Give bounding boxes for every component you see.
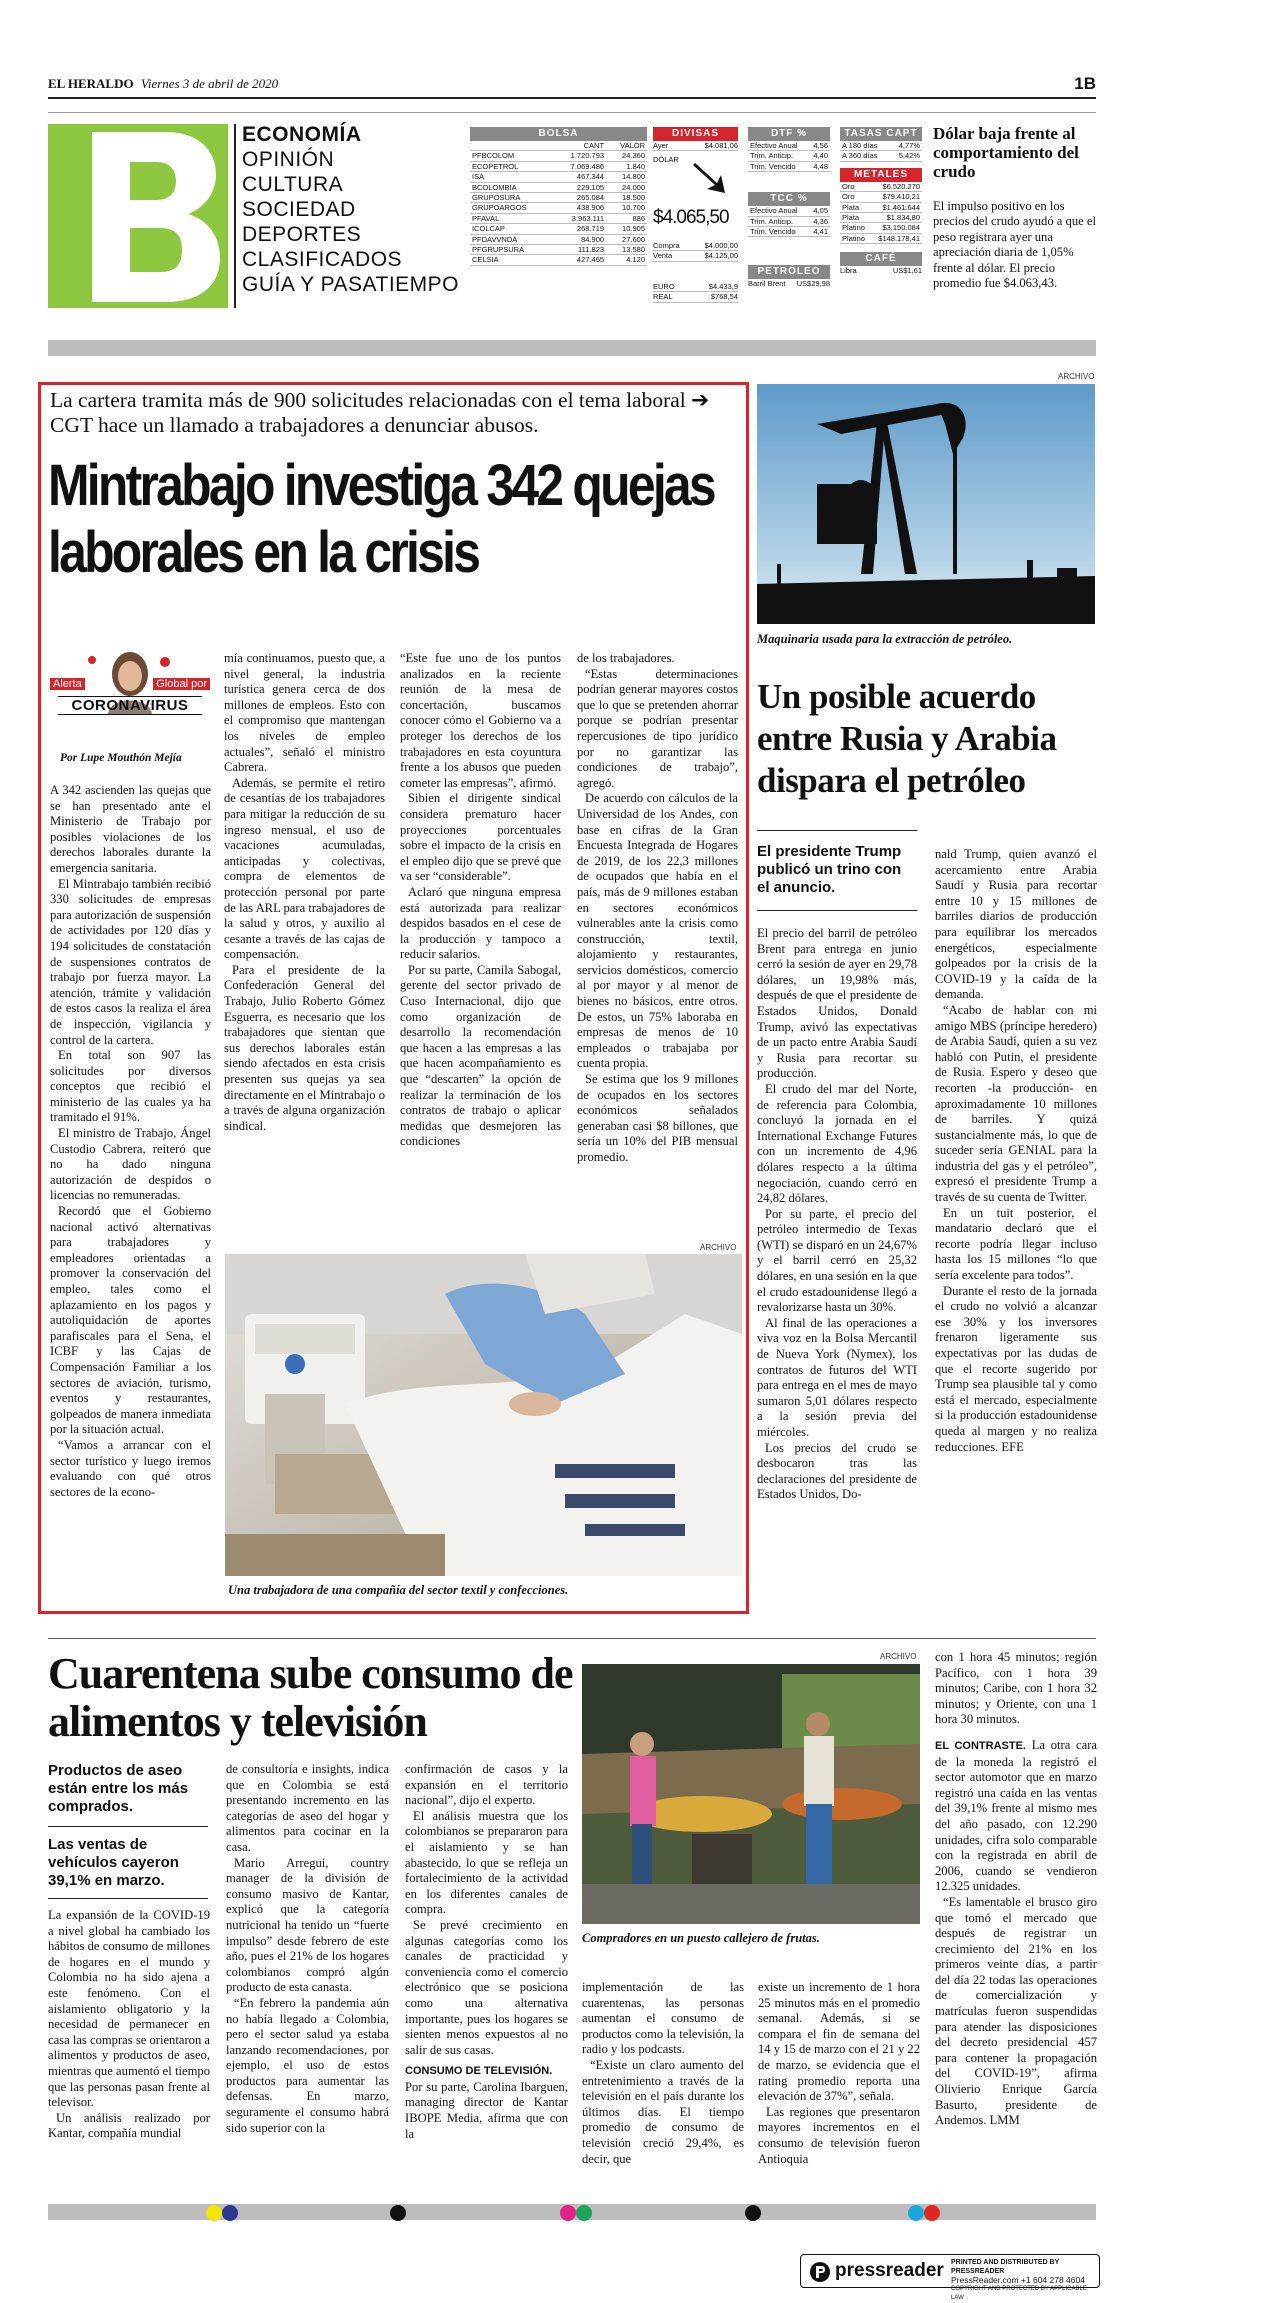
paragraph: Por su parte, Camila Sabogal, gerente del sector privado de Cuso Internacional, dijo que como organización de desarrollo la recomendación que hacen a las empresas a las que hacen acompañamiento es que “descarten” la opción de realizar la terminación de los contratos de trabajo o aplicar medidas que desmejoren las condiciones — [400, 962, 561, 1149]
pressreader-line-2[interactable]: PressReader.com +1 604 278 4604 — [951, 2275, 1085, 2285]
masthead-rule-thin — [48, 112, 1096, 113]
bolsa-row: GRUPOSURA 265.084 18.500 — [472, 193, 645, 203]
bolsa-row: CELSIA 427.465 4.120 — [472, 255, 645, 265]
dtf-title: DTF % — [748, 127, 830, 141]
main-col-4 — [577, 651, 738, 1166]
fruit-stand-photo-icon — [582, 1664, 920, 1924]
color-dot-black-1 — [390, 2205, 406, 2221]
section-guia[interactable]: GUÍA Y PASATIEMPO — [242, 273, 460, 296]
bolsa-row: GRUPOARGOS 438.906 10.700 — [472, 203, 645, 213]
bolsa-row: PFGRUPSURA 111.823 13.580 — [472, 245, 645, 255]
color-dot-magenta — [560, 2205, 576, 2221]
section-list — [242, 122, 462, 297]
cafe-title: CAFÉ — [840, 252, 922, 266]
metales-row: Platino $148.178,41 — [842, 233, 920, 243]
paragraph: Se estima que los 9 millones de ocupados en los sectores económicos señalados generaban casi $8 billones, que sería un 10% del PIB mensual promedio. — [577, 1072, 738, 1164]
section-economia[interactable]: ECONOMÍA — [242, 123, 362, 146]
paragraph: de los trabajadores. — [577, 651, 675, 665]
paragraph: El crudo del mar del Norte, de referencia para Colombia, concluyó la jornada en el International Exchange Futures con un incremento de 4,96 dólares respecto a la última negociación, cuando cerró en 24,82 dólares. — [757, 1081, 917, 1206]
paragraph: nald Trump, quien avanzó el acercamiento entre Arabia Saudí y Rusia para recortar entre 10 y 15 millones de barriles diarios de producción para equilibrar los mercados energéticos, especialmente golpeados por la crisis de la COVID-19 y la caída de la demanda. — [935, 847, 1097, 1002]
paragraph: Mario Arregui, country manager de la división de consumo masivo de Kantar, explicó que la categoría nutricional ha tenido un “fuerte impulso” desde febrero de este año, pues el 21% de los hogares colombianos compró algún producto de esta canasta. — [226, 1855, 389, 1995]
paragraph: El precio del barril de petróleo Brent para entrega en junio cerró la sesión de ayer en 29,78 dólares, un 19,98% más, después de que el presidente de Estados Unidos, Donald Trump, avivó las expectativas de un pacto entre Arabia Saudí y Rusia para recortar su producción. — [757, 926, 917, 1081]
paragraph: confirmación de casos y la expansión en el territorio nacional”, dijo el experto. — [405, 1762, 568, 1808]
paragraph: El Mintrabajo también recibió 330 solicitudes de empresas para autorización de suspensión de actividades por 120 días y 194 solicitudes de constatación de suspensiones contratos de trabajo por fuerza mayor. La atención, trámite y validación de estos casos la realiza el área de inspección, vigilancia y control de la cartera. — [50, 876, 211, 1047]
paragraph: En total son 907 las solicitudes por diversos conceptos que recibió el ministerio de las cuales ya ha tramitado el 91%. — [50, 1048, 211, 1125]
market-photo — [582, 1664, 920, 1924]
paragraph: La expansión de la COVID-19 a nivel global ha cambiado los hábitos de consumo de millones de hogares en el mundo y Colombia no ha sido ajena a este fenómeno. Con el aislamiento obligatorio y la necesidad de permanecer en casa las compras se orientaron a alimentos y productos de aseo, mientras que aumentó el tiempo que las personas pasan frente al televisor. — [48, 1908, 210, 2110]
bolsa-box — [470, 127, 647, 266]
pressreader-brand[interactable]: pressreader — [835, 2260, 944, 2281]
pressreader-line-3: COPYRIGHT AND PROTECTED BY APPLICABLE LAW — [951, 2286, 1087, 2301]
pressreader-line-1: PRINTED AND DISTRIBUTED BY PRESSREADER — [951, 2259, 1060, 2275]
paragraph: Un análisis realizado por Kantar, compañía mundial — [48, 2110, 210, 2141]
food-sub-television: CONSUMO DE TELEVISIÓN. — [405, 2065, 553, 2078]
paragraph: Además, se permite el retiro de cesantías de los trabajadores para mitigar la reducción de su ingreso mensual, el uso de vacaciones acumuladas, anticipadas y colectivas, compra de elementos de protección personal por parte de las ARL para trabajadores de la salud y otros, y auxilio al cesante a través de las cajas de compensación. — [224, 775, 385, 962]
tcc-title: TCC % — [748, 192, 830, 206]
down-arrow-icon — [691, 159, 731, 195]
paragraph: “Estas determinaciones podrían generar mayores costos que lo que se pretenden ahorrar porque se podrían presentar repercusiones de tipo jurídico por no garantizar las condiciones de trabajo”, agregó. — [577, 666, 738, 790]
paragraph: Sibien el dirigente sindical considera prematuro hacer proyecciones porcentuales sobre el impacto de la crisis en el empleo dijo que se prevé que va ser “considerable”. — [400, 791, 561, 884]
main-col-3 — [400, 651, 561, 1150]
coronavirus-badge — [50, 652, 210, 722]
page-number: 1B — [1074, 74, 1096, 93]
divisas-title: DIVISAS — [653, 127, 738, 141]
brief-body: El impulso positivo en los precios del crudo ayudó a que el peso registrara ayer una apreciación diaria de 1,05% frente al dólar. El precio promedio fue $4.063,43. — [933, 199, 1096, 291]
paragraph: mía continuamos, puesto que, a nivel general, la industria turística genera cerca de dos millones de empleos. Esto con el compromiso que mantengan los niveles de empleo actuales”, señaló el ministro Cabrera. — [224, 651, 385, 775]
food-col-2 — [226, 1762, 389, 2136]
section-clasificados[interactable]: CLASIFICADOS — [242, 248, 403, 271]
oil-deck: El presidente Trump publicó un trino con el anuncio. — [757, 843, 902, 896]
paragraph: Se prevé crecimiento en algunas categorías como los canales de practicidad y conveniencia como el comercio electrónico que se posiciona como una alternativa importante, pues los hogares se sienten menos expuestos al no salir de sus casas. — [405, 1917, 568, 2057]
paragraph: Recordó que el Gobierno nacional activó alternativas para trabajadores y empleadores orientadas a promover la conservación del empleo, tales como el aplazamiento en los pagos y autoliquidación de aportes parafiscales para el Sena, el ICBF y las Cajas de Compensación Familiar a los sectores de aviación, turismo, eventos y restaurantes, golpeados de manera inmediata por la situación actual. — [50, 1204, 211, 1437]
color-dot-yellow — [206, 2205, 222, 2221]
bolsa-row: ICOLCAP 268.719 10.905 — [472, 224, 645, 234]
metales-row: Oro $6.520.270 — [842, 181, 920, 191]
paragraph: implementación de las cuarentenas, las personas aumentan el consumo de productos como la televisión, la radio y los podcasts. — [582, 1980, 744, 2057]
oil-deck-rule-bottom — [757, 910, 917, 911]
paragraph: En un tuit posterior, el mandatario declaró que el recorte podría llegar incluso hasta los 15 millones “lo que sería excelente para todos”. — [935, 1205, 1097, 1283]
section-opinion[interactable]: OPINIÓN — [242, 148, 335, 171]
metales-row: Oro $79.410,21 — [842, 192, 920, 202]
brief-title: Dólar baja frente al comportamiento del crudo — [933, 124, 1079, 181]
paragraph: Las regiones que presentaron mayores incrementos en el consumo de televisión fueron Antioquia — [758, 2104, 920, 2166]
tasas-box: TASAS CAPT A 180 días 4,77% A 360 días 5,42% METALES Oro $6.520.270 Oro $79.410,21 Plata $1.461.644 Plata $1.834,80 Platino $3.150.084 Platino $148.178,41 CAFÉ Libra US$1,61 — [840, 128, 922, 276]
ayer-label: Ayer — [653, 141, 669, 150]
color-dot-green — [576, 2205, 592, 2221]
section-cultura[interactable]: CULTURA — [242, 173, 344, 196]
paragraph: Para el presidente de la Confederación General del Trabajo, Julio Roberto Gómez Esguerra, es necesario que los trabajadores que sientan que sus derechos laborales están siendo afectados en esta crisis presenten sus quejas ya sea directamente en el Mintrabajo o a través de alguna organización sindical. — [224, 962, 385, 1133]
pressreader-logo-icon — [809, 2261, 831, 2283]
badge-global: Global por — [153, 678, 210, 690]
paper-date: Viernes 3 de abril de 2020 — [140, 76, 279, 91]
color-dot-cyan — [908, 2205, 924, 2221]
bolsa-row: BCOLOMBIA 229.105 24.000 — [472, 182, 645, 192]
food-col-4 — [582, 1980, 744, 2167]
color-dot-black-2 — [745, 2205, 761, 2221]
masthead — [48, 76, 1096, 96]
pressreader-footer — [800, 2254, 1100, 2301]
textile-photo-caption: Una trabajadora de una compañía del sector textil y confecciones. — [228, 1583, 569, 1597]
food-deck-1: Productos de aseo están entre los más comprados. — [48, 1762, 189, 1815]
paragraph: Aclaró que ninguna empresa está autorizada para realizar despidos basados en el cese de la producción y tampoco a reducir salarios. — [400, 884, 561, 962]
badge-coronavirus: CORONAVIRUS — [58, 696, 202, 715]
main-col-2 — [224, 651, 385, 1134]
header-gray-bar — [48, 340, 1096, 356]
oil-col-2 — [935, 847, 1097, 1455]
oil-col-1 — [757, 926, 917, 1503]
paragraph: “En febrero la pandemia aún no había llegado a Colombia, pero el sector salud ya estaba lanzando recomendaciones, por ejemplo, el uso de estos productos para aumentar las defensas. En marzo, seguramente el consumo habrá sido superior con la — [226, 1995, 389, 2135]
mid-rule — [48, 1638, 1096, 1639]
food-col-6: con 1 hora 45 minutos; región Pacífico, con 1 hora 39 minutos; Caribe, con 1 hora 32 minutos; y Oriente, con una 1 hora 30 minutos. EL CONTRASTE. La otra cara de la moneda la registró el sector automotor que en marzo registró una caída en las ventas del 39,1% frente al mismo mes del año pasado, con 12.290 unidades, cifra solo comparable con la registrada en abril de 2006, cuando se vendieron 12.325 unidades. “Es lamentable el brusco giro que tomó el mercado que después de registrar un crecimiento del 21% en los primeros veinte días, a partir del día 22 todas las operaciones de comercialización y matrículas fueron suspendidas para atender las disposiciones del decreto presidencial 457 para contener la propagación del COVID-19”, afirma Olivierio Enrique García Basurto, presidente de Andemos. LMM — [935, 1650, 1098, 2128]
dolar-value: $4.065,50 — [653, 207, 729, 228]
main-kicker: La cartera tramita más de 900 solicitudes relacionadas con el tema laboral ➔ CGT hace un llamado a trabajadores a denunciar abusos. — [50, 388, 710, 437]
tasas-title: TASAS CAPT — [840, 127, 922, 141]
section-divider — [234, 124, 236, 308]
paragraph: De acuerdo con cálculos de la Universidad de los Andes, con base en cifras de la Gran Encuesta Integrada de Hogares de 2019, de los 22,3 millones de ocupados que había en el país, más de 9 millones estaban en sectores económicos vulnerables ante la crisis como construcción, textil, alojamiento y restaurantes, servicios domésticos, comercio al por mayor y al menor de bienes no básicos, entre otros. De estos, un 75% laboraba en empresas de menos de 10 empleados o trabajaba por cuenta propia. — [577, 791, 738, 1071]
masthead-rule — [48, 97, 1096, 99]
paragraph: Los precios del crudo se desbocaron tras las declaraciones del presidente de Estados Unidos, Do- — [757, 1440, 917, 1502]
section-deportes[interactable]: DEPORTES — [242, 223, 362, 246]
bolsa-table: CANT VALOR PFBCOLOM 1.720.793 24.360 ECOPETROL 7.069.486 1.840 ISA 467.344 14.800 BCOLOMBIA 229.105 24.000 GRUPOSURA 265.084 18.500 GRUPOARGOS 438.906 10.700 PFAVAL 3.963.111 886 ICOLCAP 268.719 10.905 PFDAVVNDA 84.900 27.600 PFGRUPSURA 111.823 13.580 CELSIA 427.465 4.120 — [472, 141, 645, 265]
section-sociedad[interactable]: SOCIEDAD — [242, 198, 356, 221]
food-deck-rule-2 — [48, 1898, 208, 1899]
bolsa-row: ECOPETROL 7.069.486 1.840 — [472, 161, 645, 171]
paragraph: Al final de las operaciones a viva voz en la Bolsa Mercantil de Nueva York (Nymex), los contratos de futuros del WTI para entrega en el mes de mayo sumaron 5,01 dólares respecto a la sesión previa del miércoles. — [757, 1315, 917, 1439]
section-block — [48, 124, 228, 308]
food-sub-contraste: EL CONTRASTE. — [935, 1739, 1026, 1752]
paragraph: El análisis muestra que los colombianos se prepararon para el aislamiento y se han abastecido, lo que se refleja un fortalecimiento de la actividad en los diferentes canales de compra. — [405, 1808, 568, 1917]
metales-title: METALES — [840, 168, 922, 182]
paragraph: existe un incremento de 1 hora 25 minutos más en el promedio semanal. Además, si se compara el fin de semana del 14 y 15 de marzo con el 21 y 22 de marzo, se evidencia que el rating promedio reporta una elevación de 37%”, señala. — [758, 1980, 920, 2104]
food-col-1 — [48, 1908, 210, 2142]
food-sub-television-text: Por su parte, Carolina Ibarguen, managing director de Kantar IBOPE Media, afirma que con la — [405, 2079, 568, 2141]
paragraph: El ministro de Trabajo, Ángel Custodio Cabrera, reiteró que no ha dado ninguna autorización de despidos o licencias no remuneradas. — [50, 1126, 211, 1203]
paragraph: A 342 ascienden las quejas que se han presentado ante el Ministerio de Trabajo por posibles violaciones de los derechos laborales durante la emergencia sanitaria. — [50, 783, 211, 875]
divisas-box: DIVISAS Ayer $4.081,06 DÓLAR $4.065,50 Compra $4.000,00 Venta $4.125,00 EURO $4.433,9 REAL $768,54 — [653, 128, 738, 302]
badge-alerta: Alerta — [50, 678, 85, 690]
main-headline: Mintrabajo investiga 342 quejas laborales en la crisis — [48, 453, 714, 585]
paragraph: de consultoría e insights, indica que en Colombia se está presentando incremento en las categorías de aseo del hogar y alimentos para cocinar en la casa. — [226, 1762, 389, 1854]
section-letter-b — [48, 124, 228, 308]
dolar-label: DÓLAR — [653, 155, 679, 165]
oil-photo — [757, 384, 1095, 624]
food-col-5 — [758, 1980, 920, 2167]
textile-photo — [225, 1254, 742, 1576]
byline: Por Lupe Mouthón Mejía — [60, 752, 182, 764]
dtf-box: DTF % Efectivo Anual 4,56 Trim. Anticip. 4,40 Trim. Vencido 4,48 TCC % Efectivo Anual 4,05 Trim. Anticip. 4,36 Trim. Vencido 4,41 PETRÓLEO Barril Brent US$29,98 — [748, 128, 830, 289]
market-photo-caption: Compradores en un puesto callejero de frutas. — [582, 1931, 820, 1945]
bolsa-row: PFBCOLOM 1.720.793 24.360 — [472, 151, 645, 161]
paper-name: EL HERALDO — [48, 76, 134, 91]
food-headline: Cuarentena sube consumo de alimentos y televisión — [48, 1649, 573, 1746]
bolsa-row: ISA 467.344 14.800 — [472, 172, 645, 182]
food-deck-2: Las ventas de vehículos cayeron 39,1% en marzo. — [48, 1836, 179, 1889]
market-photo-credit: ARCHIVO — [880, 1652, 917, 1661]
bolsa-title: BOLSA — [470, 127, 647, 141]
oil-pump-photo-icon — [757, 384, 1095, 624]
petroleo-title: PETRÓLEO — [748, 265, 830, 279]
main-col-1 — [50, 783, 211, 1500]
paragraph: “Vamos a arrancar con el sector turístico y luego iremos evaluando con qué otros sectores de la econo- — [50, 1437, 211, 1499]
oil-headline: Un posible acuerdo entre Rusia y Arabia dispara el petróleo — [757, 677, 1057, 800]
color-dot-navy — [222, 2205, 238, 2221]
paragraph: “Existe un claro aumento del entretenimiento a través de la televisión en el país durante los últimos días. El tiempo promedio de consumo de televisión creció 29,4%, es decir, que — [582, 2057, 744, 2166]
paragraph: “Acabo de hablar con mi amigo MBS (príncipe heredero) de Arabia Saudí, quien a su vez habló con Putin, el presidente de Rusia. Espero y deseo que recorten -la producción- en aproximadamente 10 millones de barriles. Y quizá sustancialmente más, lo que de suceder sería GENIAL para la industria del gas y el petróleo”, expresó el presidente Trump a través de su cuenta de Twitter. — [935, 1002, 1097, 1205]
oil-photo-caption: Maquinaria usada para la extracción de petróleo. — [757, 632, 1013, 646]
bolsa-row: PFAVAL 3.963.111 886 — [472, 213, 645, 223]
ayer-value: $4.081,06 — [704, 141, 738, 150]
dolar-brief — [933, 124, 1098, 291]
food-deck-rule — [48, 1826, 208, 1827]
color-dot-red — [924, 2205, 940, 2221]
paragraph: Durante el resto de la jornada el crudo no volvió a alcanzar ese 30% y los inversores frenaron ligeramente sus expectativas por las dudas de que el recorte sugerido por Trump sea plausible tal y como está el mercado, especialmente si la producción estadounidense queda al margen y no realiza reducciones. EFE — [935, 1283, 1097, 1454]
sewing-machine-photo-icon — [225, 1254, 742, 1576]
paragraph: con 1 hora 45 minutos; región Pacífico, con 1 hora 39 minutos; Caribe, con 1 hora 32 minutos; y Oriente, con una 1 hora 30 minutos. — [935, 1650, 1097, 1727]
metales-row: Plata $1.461.644 — [842, 202, 920, 212]
textile-photo-credit: ARCHIVO — [700, 1243, 737, 1252]
metales-row: Platino $3.150.084 — [842, 223, 920, 233]
food-col-3 — [405, 1762, 568, 2142]
paragraph: Por su parte, el precio del petróleo intermedio de Texas (WTI) se disparó en un 24,67% y el barril cerró en 25,32 dólares, en una sesión en la que el crudo estadounidense llegó a revalorizarse hasta un 30%. — [757, 1206, 917, 1315]
bolsa-row: PFDAVVNDA 84.900 27.600 — [472, 234, 645, 244]
metales-row: Plata $1.834,80 — [842, 213, 920, 223]
oil-photo-credit: ARCHIVO — [1058, 372, 1095, 381]
paragraph: “Este fue uno de los puntos analizados en la reciente reunión de la mesa de concertación, buscamos conocer cómo el Gobierno va a proteger los derechos de los trabajadores en esta coyuntura frente a los abusos que pueden cometer las empresas”, afirmó. — [400, 651, 561, 790]
oil-deck-rule — [757, 830, 917, 831]
